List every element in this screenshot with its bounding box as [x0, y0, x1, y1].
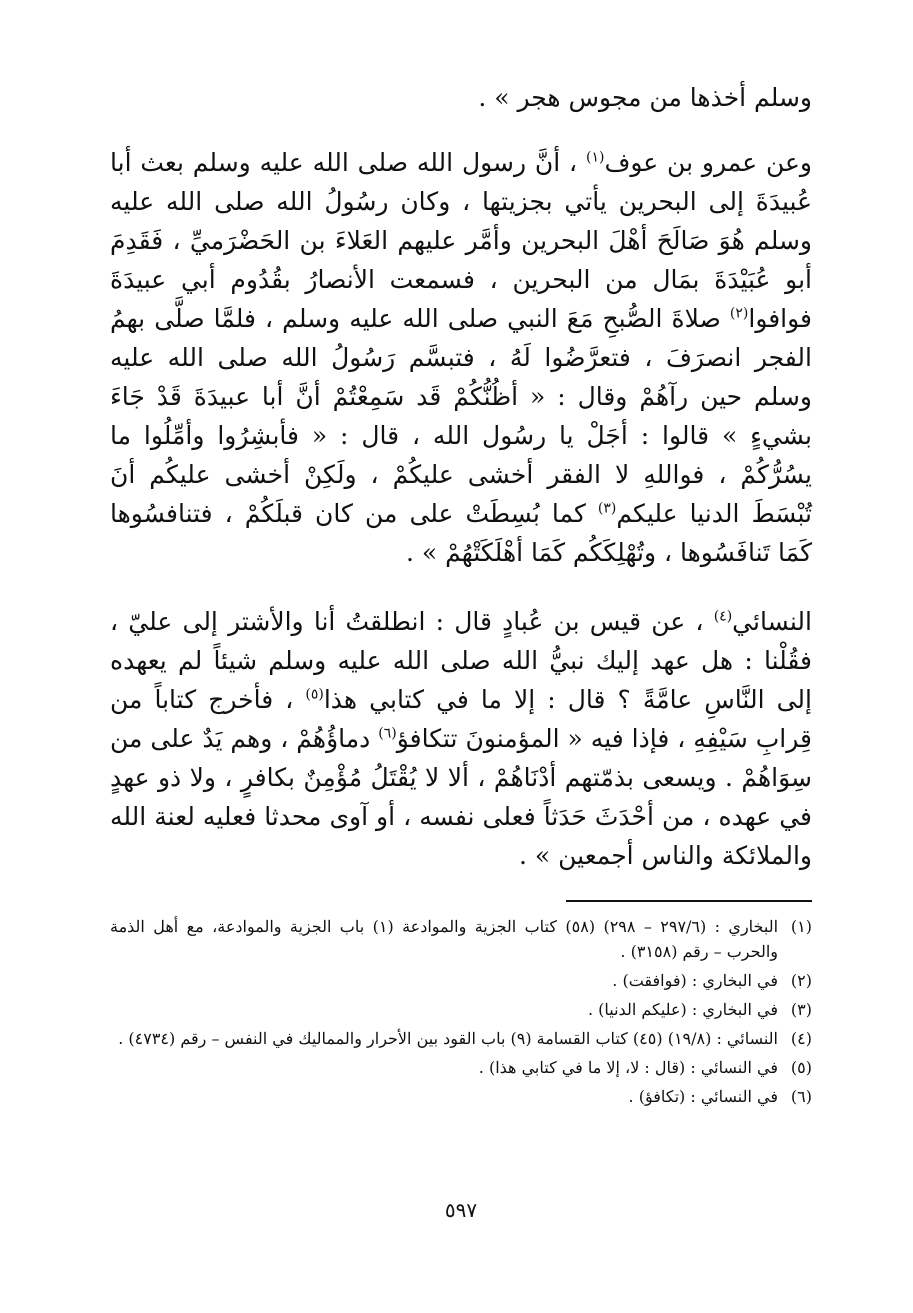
footnote-3	[110, 997, 812, 1022]
footnote-number: (١)	[790, 917, 812, 936]
footnote-separator	[566, 900, 812, 902]
footnote-text: في البخاري : (فوافقت) .	[612, 971, 778, 990]
page-number: ٥٩٧	[444, 1198, 478, 1222]
footnote-1	[110, 914, 812, 964]
paragraph-2-text-middle-1: ، أنَّ رسول الله صلى الله عليه وسلم بعث أبا عُبيدَةَ إلى البحرين يأتي بجزيتها ، وكان رسُولُ الله صلى الله عليه وسلم هُوَ صَالَحَ أهْلَ البحرين وأمَّر عليهم العَلاءَ بن الحَضْرَميِّ ، فَقَدِمَ أبو عُبَيْدَةَ بمَال من البحرين ، فسمعت الأنصارُ بقُدُوم أبي عبيدَةَ فوافوا	[110, 148, 812, 333]
footnote-ref-5: (٥)	[305, 686, 324, 703]
footnote-ref-2: (٢)	[729, 305, 749, 322]
footnote-2	[110, 968, 812, 993]
footnote-text: البخاري : (٢٩٧/٦ – ٢٩٨) (٥٨) كتاب الجزية والموادعة (١) باب الجزية والموادعة، مع أهل الذمة والحرب – رقم (٣١٥٨) .	[110, 917, 779, 961]
footnote-6	[110, 1084, 812, 1109]
footnote-number: (٣)	[790, 1000, 812, 1019]
footnote-4	[110, 1026, 812, 1051]
footnote-number: (٢)	[790, 971, 812, 990]
footnote-number: (٥)	[790, 1058, 812, 1077]
footnote-text: في النسائي : (قال : لا، إلا ما في كتابي هذا) .	[478, 1058, 778, 1077]
footnote-number: (٦)	[790, 1087, 812, 1106]
footnote-text: النسائي : (١٩/٨) (٤٥) كتاب القسامة (٩) باب القود بين الأحرار والمماليك في النفس – رقم (٤٧٣٤) .	[118, 1029, 778, 1048]
paragraph-2	[110, 143, 812, 572]
paragraph-2-text-end: كما بُسِطَتْ على من كان قبلَكُمْ ، فتنافسُوها كَمَا تَنافَسُوها ، وتُهْلِكَكُم كَمَا أهْلَكَتْهُمْ » .	[110, 499, 812, 567]
footnote-ref-3: (٣)	[597, 500, 617, 517]
paragraph-3	[110, 602, 812, 875]
footnote-ref-1: (١)	[585, 149, 605, 166]
paragraph-3-text-middle-1: ، عن قيس بن عُبادٍ قال : انطلقتُ أنا والأشتر إلى عليّ ، فقُلْنا : هل عهد إليك نبيُّ الله صلى الله عليه وسلم شيئاً لم يعهده إلى النَّاسِ عامَّةً ؟ قال : إلا ما في كتابي هذا	[110, 607, 812, 714]
footnotes	[110, 914, 812, 1113]
footnote-5	[110, 1055, 812, 1080]
footnote-text: في البخاري : (عليكم الدنيا) .	[587, 1000, 778, 1019]
footnote-text: في النسائي : (تكافؤ) .	[628, 1087, 778, 1106]
paragraph-2-text-start: وعن عمرو بن عوف	[604, 148, 812, 177]
book-page	[110, 78, 812, 1288]
paragraph-1	[110, 78, 812, 117]
paragraph-2-text-middle-2: صلاةَ الصُّبحِ مَعَ النبي صلى الله عليه وسلم ، فلمَّا صلَّى بهمُ الفجر انصرَفَ ، فتعرَّضُوا لَهُ ، فتبسَّم رَسُولُ الله صلى الله عليه وسلم حين رآهُمْ وقال : « أظُنُّكُمْ قَد سَمِعْتُمْ أنَّ أبا عبيدَةَ قَدْ جَاءَ بشيءٍ » قالوا : أجَلْ يا رسُول الله ، قال : « فأبشِرُوا وأمِّلُوا ما يسُرُّكُمْ ، فواللهِ لا الفقر أخشى عليكُمْ ، ولَكِنْ أخشى عليكُم أنَ تُبْسَطَ الدنيا عليكم	[110, 304, 812, 528]
paragraph-3-text-middle-2: ، فأخرج كتاباً من قِرابِ سَيْفِهِ ، فإذا فيه « المؤمنونَ تتكافؤ	[110, 685, 812, 753]
footnote-ref-4: (٤)	[713, 608, 733, 625]
paragraph-1-text: وسلم أخذها من مجوس هجر » .	[478, 83, 812, 112]
footnote-ref-6: (٦)	[378, 725, 397, 742]
paragraph-3-text-start: النسائي	[732, 607, 812, 636]
paragraph-3-text-end: دماؤُهُمْ ، وهم يَدٌ على من سِوَاهُمْ . ويسعى بذمّتهم أدْنَاهُمْ ، ألا لا يُقْتَلُ مُؤْمِنٌ بكافرٍ ، ولا ذو عهدٍ في عهده ، من أحْدَثَ حَدَثاً فعلى نفسه ، أو آوى محدثا فعليه لعنة الله والملائكة والناس أجمعين » .	[110, 724, 812, 870]
footnote-number: (٤)	[790, 1029, 812, 1048]
